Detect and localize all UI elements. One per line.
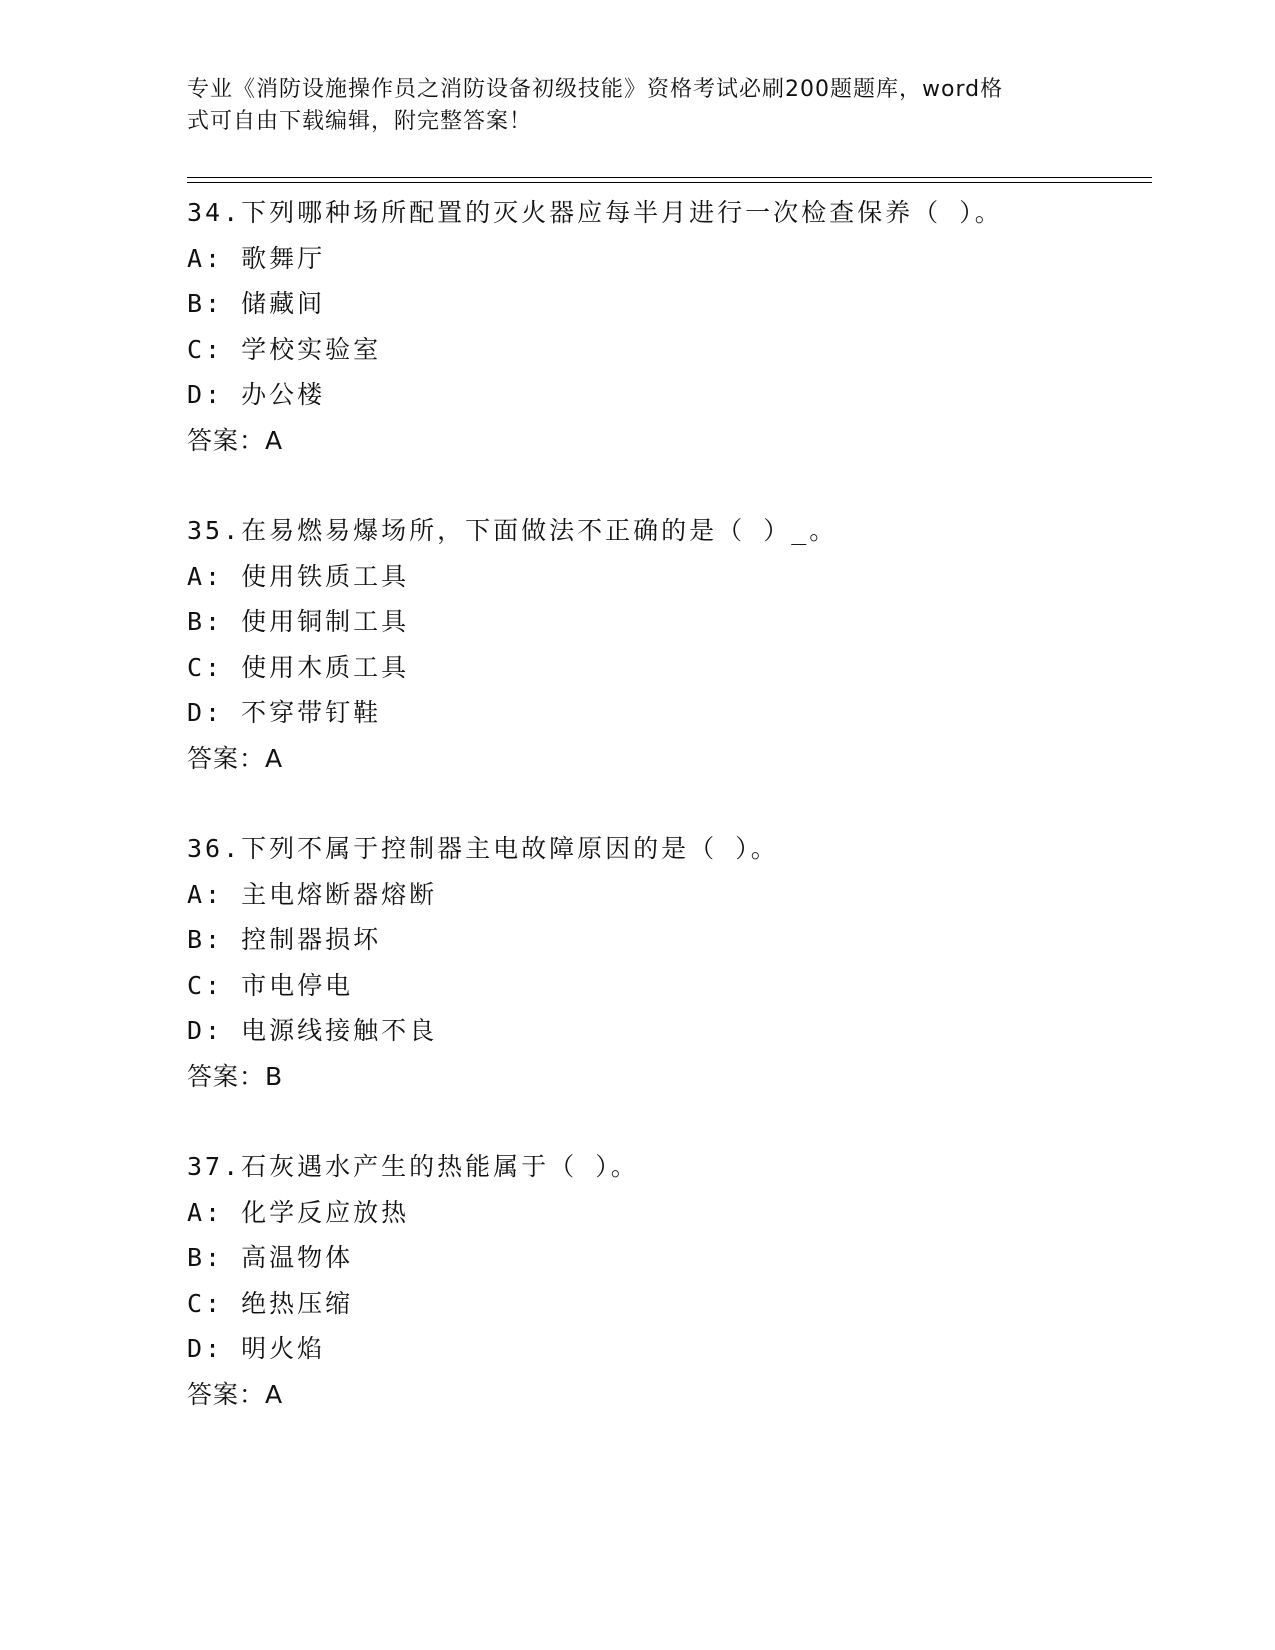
option-b [187, 599, 1152, 645]
question-34 [187, 190, 1152, 463]
option-letter: C: [187, 334, 224, 364]
option-letter: C: [187, 970, 224, 1000]
option-c [187, 963, 1152, 1009]
option-letter: A: [187, 1197, 224, 1227]
option-letter: A: [187, 561, 224, 591]
header-line-1: 专业《消防设施操作员之消防设备初级技能》资格考试必刷200题题库，word格 [187, 77, 1004, 102]
question-stem: 34.下列哪种场所配置的灭火器应每半月进行一次检查保养（ ）。 [187, 198, 1003, 227]
option-text: 市电停电 [241, 970, 354, 1000]
option-text: 高温物体 [241, 1243, 354, 1272]
option-text: 绝热压缩 [241, 1288, 354, 1318]
option-d [187, 372, 1152, 418]
option-letter: B: [187, 1243, 224, 1272]
option-b [187, 1235, 1152, 1281]
question-37 [187, 1144, 1152, 1417]
option-a [187, 872, 1152, 918]
option-text: 控制器损坏 [241, 925, 382, 954]
option-letter: D: [187, 1016, 224, 1045]
question-list [187, 190, 1152, 1462]
question-35 [187, 508, 1152, 781]
option-c [187, 1281, 1152, 1327]
option-c [187, 327, 1152, 373]
option-text: 明火焰 [241, 1334, 326, 1363]
option-text: 化学反应放热 [241, 1197, 410, 1227]
option-text: 使用铜制工具 [241, 607, 410, 636]
header-divider-bottom [187, 182, 1152, 183]
option-text: 使用铁质工具 [241, 561, 410, 591]
option-letter: C: [187, 1288, 224, 1318]
option-b [187, 917, 1152, 963]
question-36 [187, 826, 1152, 1099]
question-stem: 35.在易燃易爆场所，下面做法不正确的是（ ）_。 [187, 516, 838, 545]
option-d [187, 1326, 1152, 1372]
option-letter: B: [187, 289, 224, 318]
option-text: 主电熔断器熔断 [241, 879, 438, 909]
header-line-2: 式可自由下载编辑，附完整答案！ [187, 109, 533, 134]
option-text: 使用木质工具 [241, 652, 410, 682]
option-letter: A: [187, 879, 224, 909]
answer-line: 答案：A [187, 743, 284, 773]
option-text: 学校实验室 [241, 334, 382, 364]
option-text: 储藏间 [241, 289, 326, 318]
option-a [187, 1190, 1152, 1236]
answer-line: 答案：B [187, 1061, 284, 1091]
option-letter: C: [187, 652, 224, 682]
document-header [187, 74, 1067, 138]
option-d [187, 1008, 1152, 1054]
option-text: 办公楼 [241, 380, 326, 409]
option-a [187, 236, 1152, 282]
option-letter: A: [187, 243, 224, 273]
question-stem: 36.下列不属于控制器主电故障原因的是（ ）。 [187, 834, 779, 863]
option-d [187, 690, 1152, 736]
answer-line: 答案：A [187, 1379, 284, 1409]
option-b [187, 281, 1152, 327]
header-divider-top [187, 177, 1152, 178]
option-letter: B: [187, 607, 224, 636]
option-letter: D: [187, 1334, 224, 1363]
option-text: 歌舞厅 [241, 243, 326, 273]
question-stem: 37.石灰遇水产生的热能属于（ ）。 [187, 1152, 639, 1181]
option-a [187, 554, 1152, 600]
answer-line: 答案：A [187, 425, 284, 455]
option-c [187, 645, 1152, 691]
option-text: 电源线接触不良 [241, 1016, 438, 1045]
option-text: 不穿带钉鞋 [241, 698, 382, 727]
option-letter: B: [187, 925, 224, 954]
option-letter: D: [187, 380, 224, 409]
option-letter: D: [187, 698, 224, 727]
